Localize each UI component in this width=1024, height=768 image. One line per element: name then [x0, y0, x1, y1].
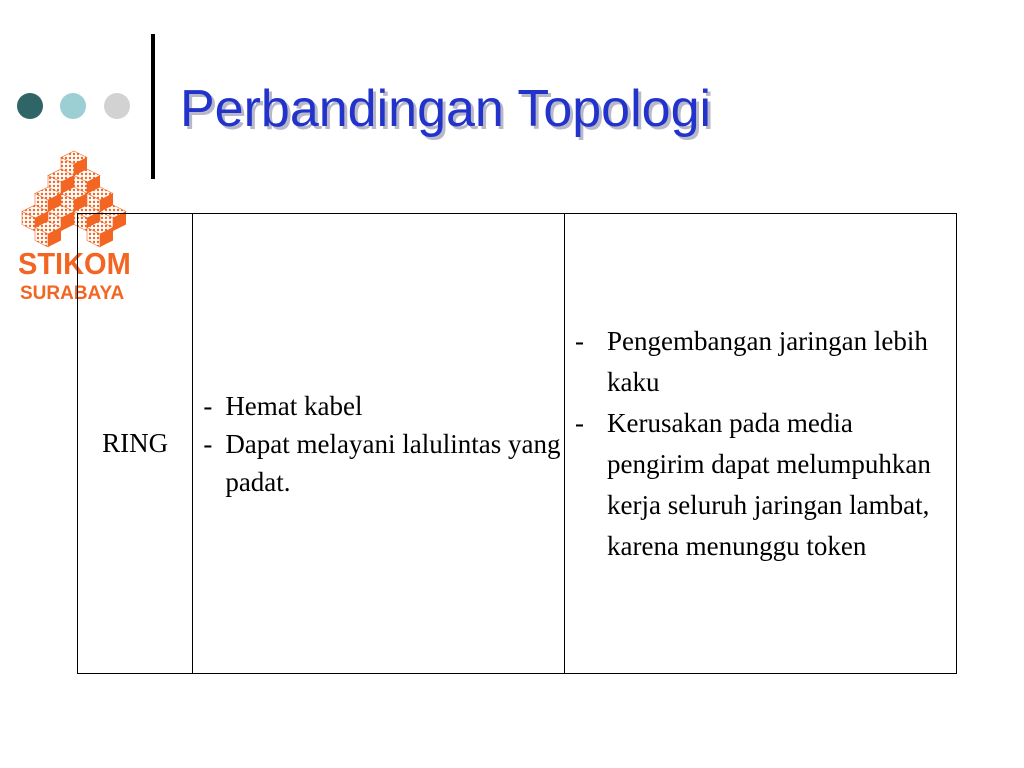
disadvantage-item [575, 321, 952, 403]
advantage-text: Dapat melayani lalulintas yang padat. [225, 428, 561, 497]
list-marker: - [574, 407, 584, 438]
title-divider-line [151, 34, 155, 179]
disadvantage-text: Pengembangan jaringan lebih kaku [606, 325, 928, 397]
slide-title: Perbandingan Topologi [180, 80, 712, 138]
decor-dot-teal [60, 93, 86, 119]
topology-name-cell: RING [78, 214, 193, 674]
advantage-item [203, 425, 564, 501]
advantage-item [203, 387, 564, 425]
advantages-cell [193, 214, 565, 674]
disadvantage-text: Kerusakan pada media pengirim dapat melumpuhkan kerja seluruh jaringan lambat, karena menunggu token [606, 407, 931, 561]
list-marker: - [203, 428, 213, 459]
list-marker: - [574, 325, 584, 356]
decor-dot-gray [104, 93, 130, 119]
logo-text-surabaya: SURABAYA [20, 283, 125, 304]
decor-dot-dark [17, 93, 43, 119]
logo-text-stikom: STIKOM [18, 248, 131, 282]
comparison-table [77, 213, 957, 674]
disadvantages-cell [564, 214, 956, 674]
disadvantage-item [575, 403, 952, 567]
advantage-text: Hemat kabel [225, 390, 363, 421]
list-marker: - [203, 390, 213, 421]
table-row [78, 214, 957, 674]
